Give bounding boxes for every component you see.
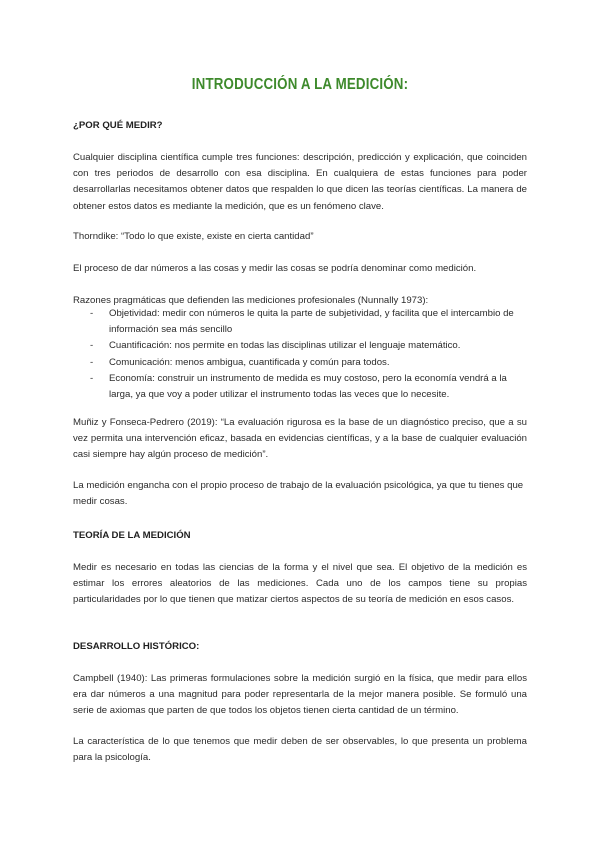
section-heading-por-que-medir: ¿POR QUÉ MEDIR? bbox=[73, 120, 163, 131]
list-item: - Objetividad: medir con números le quita la parte de subjetividad, y facilita que el intercambio de información sea más sencillo bbox=[90, 308, 514, 336]
paragraph-campbell: Campbell (1940): Las primeras formulaciones sobre la medición surgió en la física, que medir para ellos era dar números a una magnitud para poder representarla de la mejor manera posible. Se formuló una serie de axiomas que parten de que todos los objetos tienen cierta cantidad de un término. bbox=[73, 673, 527, 717]
dash-bullet: - bbox=[90, 372, 94, 384]
dash-bullet: - bbox=[90, 356, 94, 368]
reasons-intro: Razones pragmáticas que defienden las mediciones profesionales (Nunnally 1973): bbox=[73, 295, 429, 306]
paragraph-definicion-medicion: El proceso de dar números a las cosas y medir las cosas se podría denominar como medición. bbox=[73, 263, 477, 274]
section-heading-teoria: TEORÍA DE LA MEDICIÓN bbox=[73, 530, 191, 541]
paragraph-muniz-fonseca: Muñiz y Fonseca-Pedrero (2019): “La evaluación rigurosa es la base de un diagnóstico preciso, que a su vez permita una intervención eficaz, basada en evidencias científicas, y a la base de cualquier evaluación casi siempre hay algún proceso de medición”. bbox=[73, 417, 527, 461]
document-title: INTRODUCCIÓN A LA MEDICIÓN: bbox=[191, 76, 409, 93]
thorndike-quote: Thorndike: “Todo lo que existe, existe en cierta cantidad” bbox=[73, 231, 314, 242]
paragraph-evaluacion-psicologica: La medición engancha con el propio proceso de trabajo de la evaluación psicológica, ya que tu tienes que medir cosas. bbox=[73, 480, 524, 508]
dash-bullet: - bbox=[90, 308, 94, 319]
dash-bullet: - bbox=[90, 340, 94, 352]
list-item: - Comunicación: menos ambigua, cuantificada y común para todos. bbox=[73, 355, 527, 371]
reasons-list bbox=[73, 306, 527, 403]
paragraph-observables: La característica de lo que tenemos que medir deben de ser observables, lo que presenta un problema para la psicología. bbox=[73, 736, 527, 764]
paragraph-funciones: Cualquier disciplina científica cumple tres funciones: descripción, predicción y explicación, que coinciden con tres periodos de desarrollo con esa disciplina. En cualquiera de estas funciones para poder desarrollarlas necesitamos obtener datos que respalden lo que dicen las teorías científicas. La manera de obtener estos datos es mediante la medición, que es un fenómeno clave. bbox=[73, 152, 527, 212]
paragraph-teoria-medicion: Medir es necesario en todas las ciencias de la forma y el nivel que sea. El objetivo de la medición es estimar los errores aleatorios de las mediciones. Cada uno de los campos tiene su propias particularidades por lo que tienen que matizar ciertos aspectos de su teoría de medición en esos casos. bbox=[73, 562, 527, 606]
list-item: - Economía: construir un instrumento de medida es muy costoso, pero la economía vendrá a la larga, ya que voy a poder utilizar el instrumento todas las veces que lo necesite. bbox=[90, 372, 507, 401]
list-item: - Cuantificación: nos permite en todas las disciplinas utilizar el lenguaje matemático. bbox=[73, 338, 527, 354]
section-heading-desarrollo: DESARROLLO HISTÓRICO: bbox=[73, 641, 200, 652]
